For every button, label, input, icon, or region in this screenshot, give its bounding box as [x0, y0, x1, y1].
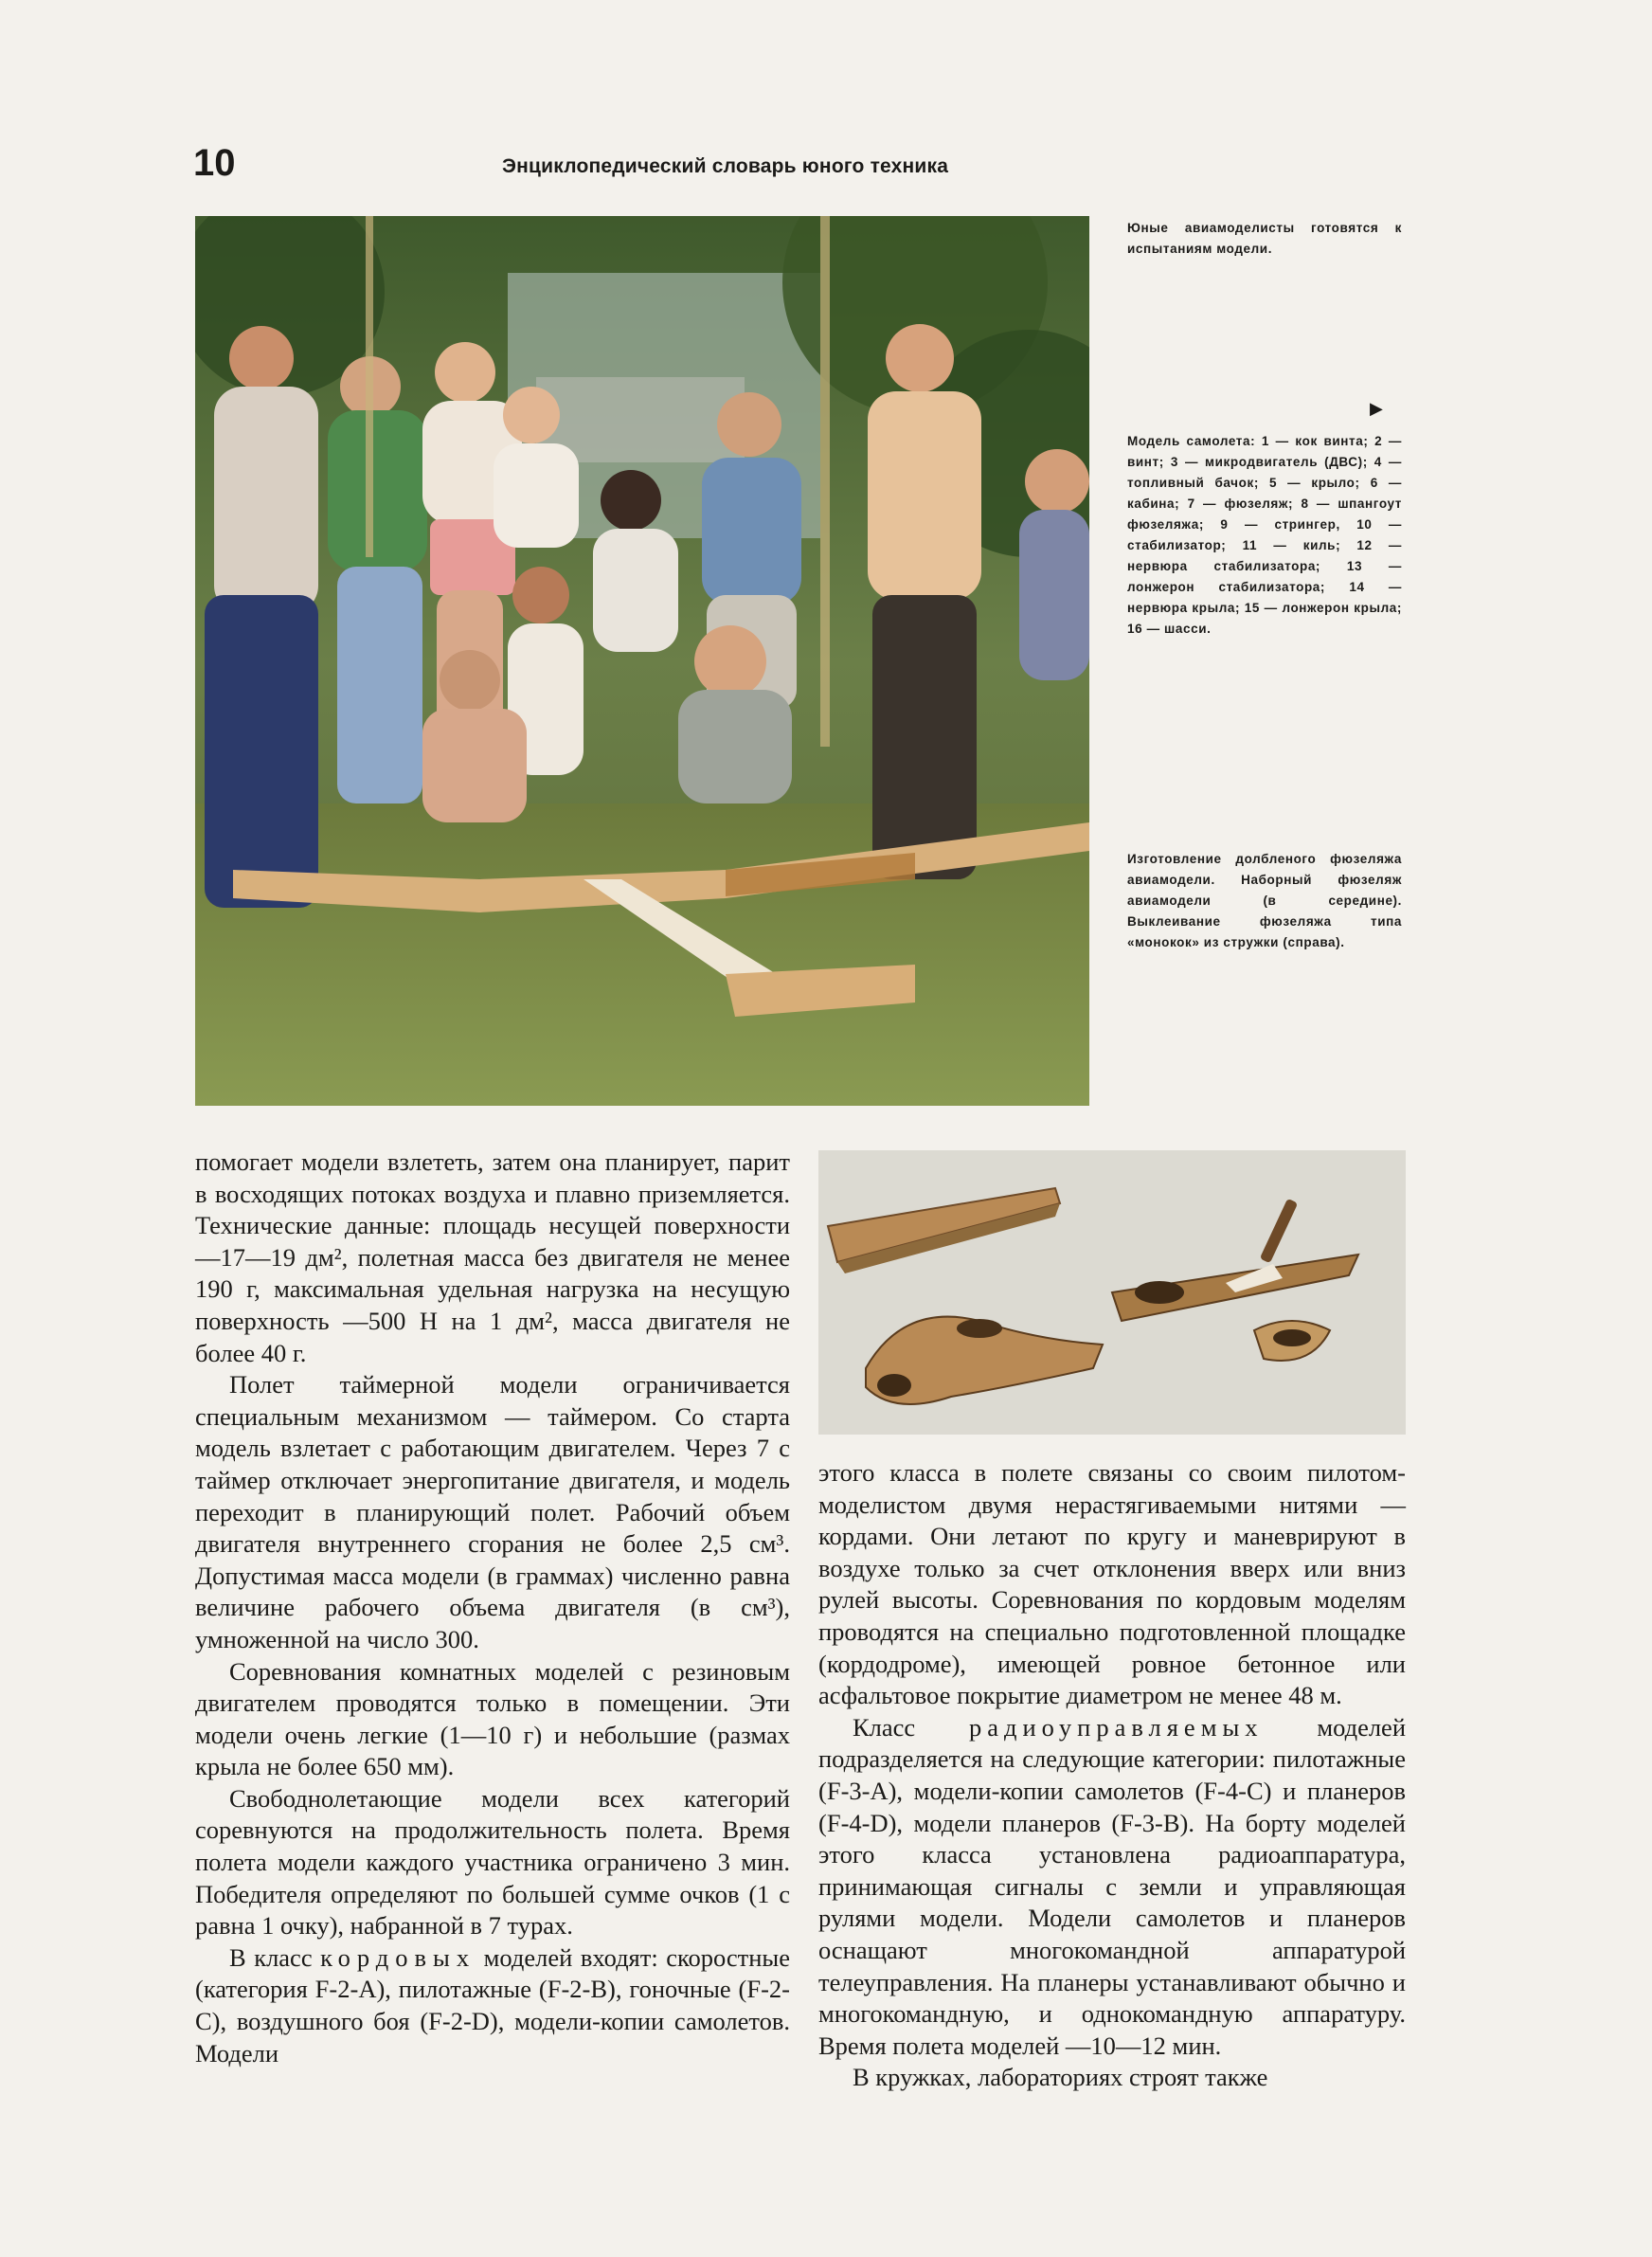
- text: моделей входят: скоростные (категория F-2-A), пилотажные (F-2-B), гоночные (F-2-C), воздушного боя (F-2-D), модели-копии самолетов. Модели: [195, 1942, 791, 2067]
- spaced-term: радиоуправляемых: [969, 1712, 1264, 1742]
- text: В класс: [229, 1942, 321, 1972]
- fuselage-caption: Изготовление долбленого фюзеляжа авиамодели. Наборный фюзеляж авиамодели (в середине). Выклеивание фюзеляжа типа «монокок» из стружки (справа).: [1127, 852, 1402, 949]
- paragraph: Полет таймерной модели ограничивается специальным механизмом — таймером. Со старта модель взлетает с работающим двигателем. Через 7 с таймер отключает энергопитание двигателя, и модель переходит в планирующий полет. Рабочий объем двигателя внутреннего сгорания не более 2,5 см³. Допустимая масса модели (в граммах) численно равна величине рабочего объема двигателя (в см³), умноженной на число 300.: [195, 1370, 790, 1653]
- paragraph: Свободнолетающие модели всех категорий соревнуются на продолжительность полета. Время полета модели каждого участника ограничено 3 мин. Победителя определяют по большей сумме очков (1 с равна 1 очку), набранной в 7 турах.: [195, 1783, 790, 1941]
- paragraph: помогает модели взлететь, затем она планирует, парит в восходящих потоках воздуха и плавно приземляется. Технические данные: площадь несущей поверхности —17—19 дм², полетная масса без двигателя не менее 190 г, максимальная удельная нагрузка на несущую поверхность —500 Н на 1 дм², масса двигателя не более 40 г.: [195, 1147, 790, 1367]
- left-column: [195, 1147, 790, 2069]
- text: Класс: [853, 1712, 969, 1742]
- fuselage-illustration: [818, 1150, 1406, 1435]
- spaced-term: кордовых: [320, 1942, 476, 1972]
- photo-aeromodellers-illustration: [195, 216, 1089, 1106]
- page-number: 10: [193, 142, 236, 184]
- paragraph-cord-models: [195, 1942, 790, 2069]
- fuselage-illustration-drawing: [818, 1150, 1406, 1435]
- text: моделей подразделяется на следующие категории: пилотажные (F-3-A), модели-копии самолетов (F-4-C) и планеров (F-4-D), модели планеров (F-3-B). На борту моделей этого класса установлена радиоаппаратура, принимающая сигналы с земли и управляющая рулями модели. Модели самолетов и планеров оснащают многокомандной аппаратурой телеуправления. На планеры устанавливают обычно и многокомандную, и однокомандную аппаратуру. Время полета моделей —10—12 мин.: [818, 1712, 1407, 2060]
- photo-aeromodellers: [195, 216, 1089, 1106]
- paragraph: этого класса в полете связаны со своим пилотом-моделистом двумя нерастягиваемыми нитями — кордами. Они летают по кругу и маневрируют в воздухе только за счет отклонения вверх или вниз рулей высоты. Соревнования по кордовым моделям проводятся на специально подготовленной площадке (кордодроме), имеющей ровное бетонное или асфальтовое покрытие диаметром не менее 48 м.: [818, 1458, 1406, 1710]
- right-column: [818, 1457, 1406, 2094]
- paragraph: В кружках, лабораториях строят также: [853, 2063, 1268, 2092]
- photo-caption: Юные авиамоделисты готовятся к испытаниям модели.: [1127, 221, 1402, 256]
- right-arrow-icon: ▶: [1370, 399, 1383, 418]
- model-parts-caption: Модель самолета: 1 — кок винта; 2 — винт; 3 — микродвигатель (ДВС); 4 — топливный бачок; 5 — крыло; 6 — кабина; 7 — фюзеляж; 8 — шпангоут фюзеляжа; 9 — стрингер, 10 — стабилизатор; 11 — киль; 12 — нервюра стабилизатора; 13 — лонжерон стабилизатора; 14 — нервюра крыла; 15 — лонжерон крыла; 16 — шасси.: [1127, 434, 1402, 636]
- paragraph: Соревнования комнатных моделей с резиновым двигателем проводятся только в помещении. Эти модели очень легкие (1—10 г) и небольшие (размах крыла не более 650 мм).: [195, 1656, 790, 1781]
- running-title: Энциклопедический словарь юного техника: [502, 155, 949, 177]
- paragraph-radio-models: [818, 1712, 1406, 2063]
